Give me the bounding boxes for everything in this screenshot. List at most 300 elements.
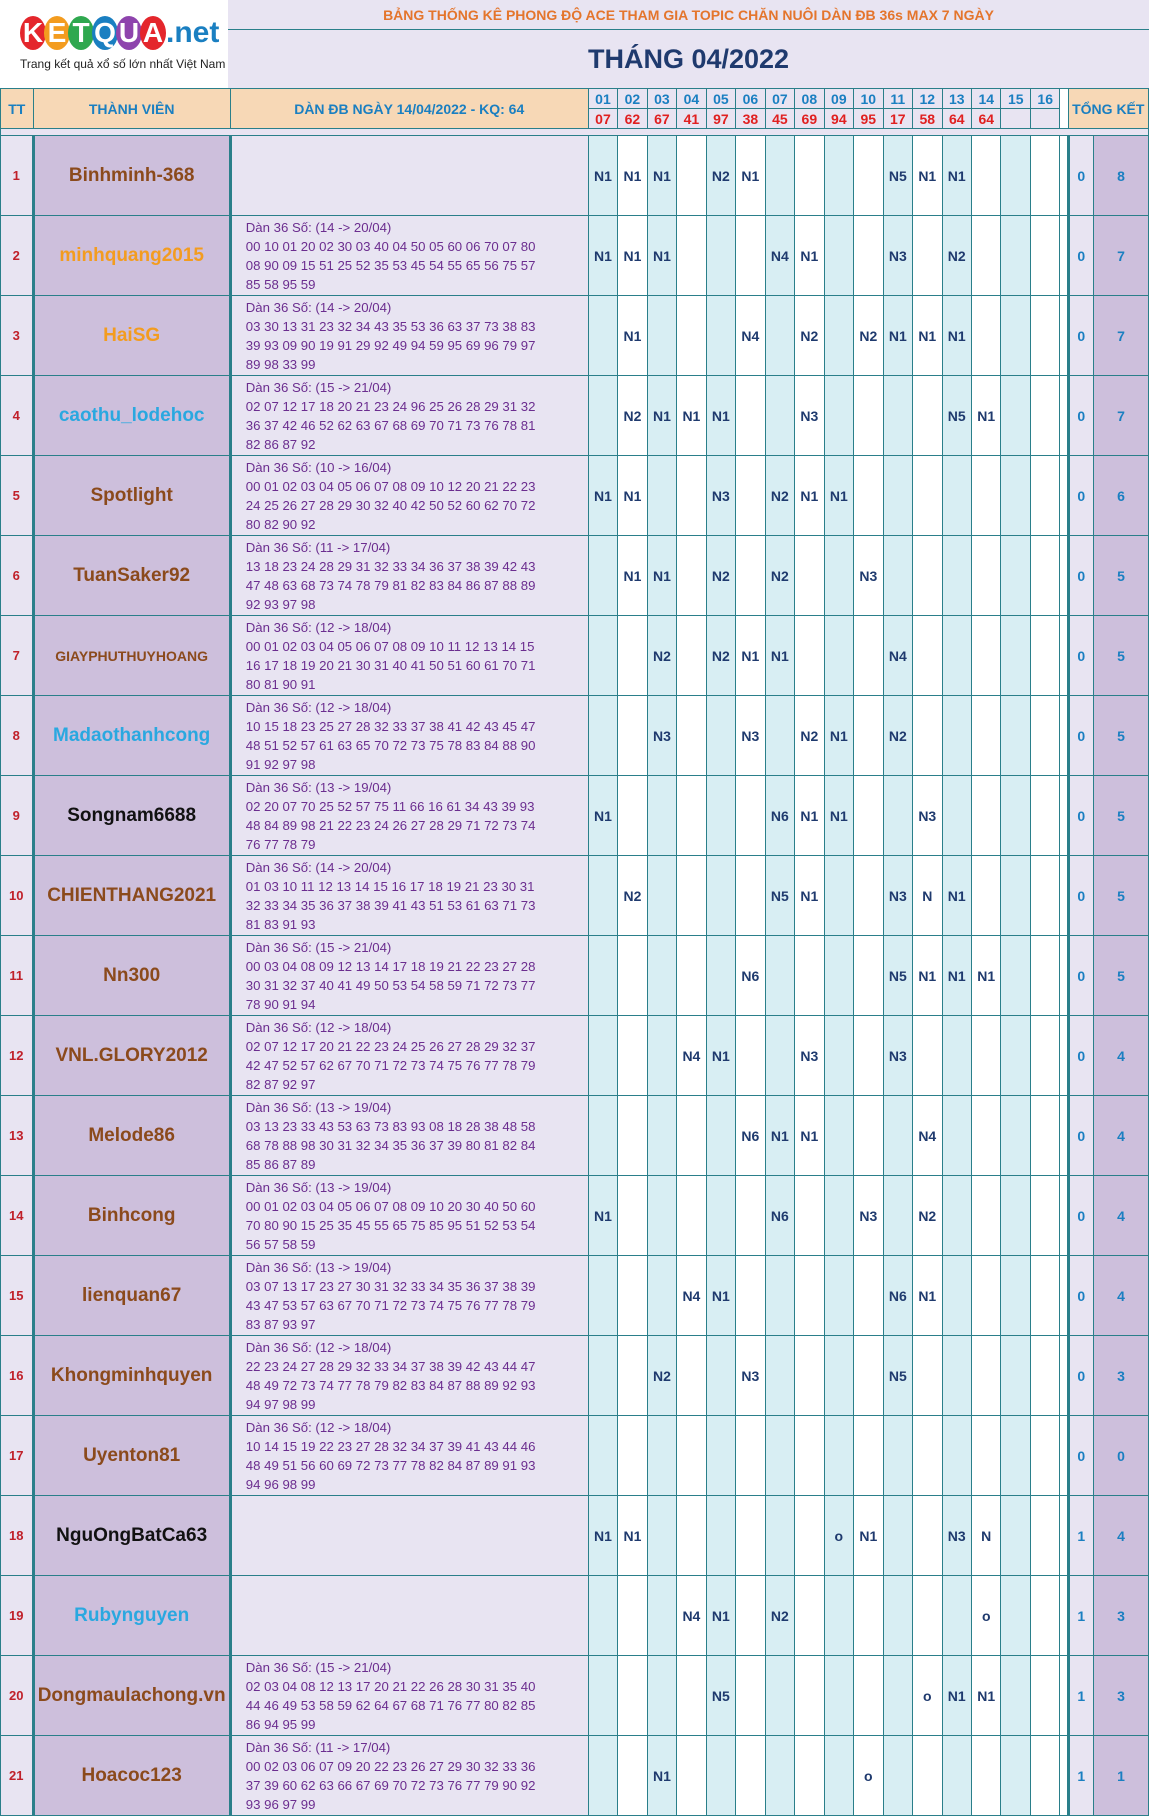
result-header: 95 bbox=[854, 109, 883, 129]
day-cell bbox=[795, 1576, 824, 1656]
day-cell: N3 bbox=[883, 1016, 912, 1096]
day-cell: N1 bbox=[795, 1096, 824, 1176]
dan-numbers bbox=[230, 1256, 588, 1336]
col-member-header: THÀNH VIÊN bbox=[33, 89, 230, 129]
day-cell bbox=[1030, 376, 1059, 456]
day-cell: N2 bbox=[795, 296, 824, 376]
day-cell: N1 bbox=[824, 776, 853, 856]
day-cell bbox=[736, 1496, 765, 1576]
summary-count-b: 7 bbox=[1093, 376, 1148, 456]
dan-line: 91 92 97 98 bbox=[245, 756, 316, 772]
day-cell bbox=[913, 216, 942, 296]
logo-letter: A bbox=[140, 16, 166, 50]
gap-cell bbox=[1060, 89, 1068, 129]
member-name: NguOngBatCa63 bbox=[33, 1496, 230, 1576]
day-cell bbox=[1001, 616, 1030, 696]
col-summary-header: TỔNG KẾT bbox=[1068, 89, 1148, 129]
member-name: Melode86 bbox=[33, 1096, 230, 1176]
day-cell bbox=[706, 216, 735, 296]
gap-cell bbox=[1060, 696, 1068, 776]
day-cell bbox=[824, 1656, 853, 1736]
result-header: 62 bbox=[618, 109, 647, 129]
day-cell: N4 bbox=[765, 216, 794, 296]
day-cell: N2 bbox=[618, 856, 647, 936]
day-cell: N3 bbox=[706, 456, 735, 536]
day-cell bbox=[854, 696, 883, 776]
member-row bbox=[1, 1736, 1149, 1816]
day-cell bbox=[942, 776, 971, 856]
day-cell bbox=[913, 1336, 942, 1416]
logo-suffix: .net bbox=[166, 16, 220, 49]
day-cell: N5 bbox=[765, 856, 794, 936]
day-cell bbox=[972, 296, 1001, 376]
summary-count-a: 0 bbox=[1068, 456, 1093, 536]
day-cell bbox=[942, 1016, 971, 1096]
day-cell bbox=[765, 1256, 794, 1336]
member-row bbox=[1, 1576, 1149, 1656]
day-cell bbox=[1030, 1656, 1059, 1736]
member-name: lienquan67 bbox=[33, 1256, 230, 1336]
day-cell bbox=[677, 1736, 706, 1816]
day-cell bbox=[854, 456, 883, 536]
result-header: 17 bbox=[883, 109, 912, 129]
day-cell: N5 bbox=[883, 1336, 912, 1416]
day-cell bbox=[588, 1336, 617, 1416]
gap-cell bbox=[1060, 1656, 1068, 1736]
day-cell bbox=[972, 536, 1001, 616]
day-cell bbox=[824, 616, 853, 696]
dan-line: 48 84 89 98 21 22 23 24 26 27 28 29 71 72 73 74 bbox=[245, 817, 536, 833]
day-cell bbox=[854, 1256, 883, 1336]
day-cell bbox=[883, 376, 912, 456]
summary-count-b: 3 bbox=[1093, 1576, 1148, 1656]
dan-numbers bbox=[230, 456, 588, 536]
day-cell: N1 bbox=[618, 296, 647, 376]
gap-cell bbox=[1060, 376, 1068, 456]
day-cell bbox=[1030, 1416, 1059, 1496]
day-cell bbox=[824, 216, 853, 296]
dan-line: Dàn 36 Số: (14 -> 20/04) bbox=[245, 219, 392, 235]
day-cell bbox=[588, 696, 617, 776]
day-cell: N2 bbox=[765, 536, 794, 616]
dan-line: 83 87 93 97 bbox=[245, 1316, 316, 1332]
day-cell: N1 bbox=[972, 936, 1001, 1016]
day-cell: o bbox=[972, 1576, 1001, 1656]
day-cell: N2 bbox=[647, 616, 676, 696]
day-cell bbox=[677, 616, 706, 696]
day-cell: N3 bbox=[942, 1496, 971, 1576]
dan-line: 80 82 90 92 bbox=[245, 516, 316, 532]
dan-line: 48 49 72 73 74 77 78 79 82 83 84 87 88 89 92 93 bbox=[245, 1377, 536, 1393]
day-cell: N1 bbox=[706, 376, 735, 456]
day-cell: N1 bbox=[647, 1736, 676, 1816]
member-name: minhquang2015 bbox=[33, 216, 230, 296]
summary-count-b: 4 bbox=[1093, 1256, 1148, 1336]
summary-count-b: 4 bbox=[1093, 1016, 1148, 1096]
day-cell: N2 bbox=[647, 1336, 676, 1416]
day-cell: N2 bbox=[795, 696, 824, 776]
day-cell bbox=[736, 456, 765, 536]
dan-line: 76 77 78 79 bbox=[245, 836, 316, 852]
summary-count-b: 5 bbox=[1093, 856, 1148, 936]
dan-line: 13 18 23 24 28 29 31 32 33 34 36 37 38 39 42 43 bbox=[245, 558, 536, 574]
day-cell bbox=[1001, 216, 1030, 296]
logo-letter: Q bbox=[92, 16, 118, 50]
month-title: THÁNG 04/2022 bbox=[228, 30, 1149, 88]
logo-letter: U bbox=[116, 16, 142, 50]
day-cell bbox=[854, 616, 883, 696]
day-cell bbox=[618, 696, 647, 776]
dan-line: 10 15 18 23 25 27 28 32 33 37 38 41 42 43 45 47 bbox=[245, 718, 536, 734]
day-cell: N3 bbox=[736, 696, 765, 776]
day-cell: N1 bbox=[647, 216, 676, 296]
day-header: 16 bbox=[1030, 89, 1059, 109]
dan-line: 82 86 87 92 bbox=[245, 436, 316, 452]
day-cell bbox=[942, 1416, 971, 1496]
day-cell bbox=[1001, 1416, 1030, 1496]
day-cell bbox=[647, 1496, 676, 1576]
day-cell bbox=[588, 296, 617, 376]
day-cell: N1 bbox=[913, 136, 942, 216]
day-cell: N3 bbox=[854, 1176, 883, 1256]
result-header: 64 bbox=[942, 109, 971, 129]
day-cell: N1 bbox=[765, 1096, 794, 1176]
member-row bbox=[1, 456, 1149, 536]
day-cell bbox=[913, 1496, 942, 1576]
gap-cell bbox=[1060, 296, 1068, 376]
day-cell bbox=[824, 856, 853, 936]
day-cell bbox=[854, 1096, 883, 1176]
day-cell bbox=[647, 456, 676, 536]
day-cell: o bbox=[913, 1656, 942, 1736]
day-header-row bbox=[1, 89, 1149, 109]
day-cell bbox=[1001, 696, 1030, 776]
day-cell bbox=[1001, 376, 1030, 456]
dan-numbers bbox=[230, 1176, 588, 1256]
day-cell bbox=[765, 1336, 794, 1416]
day-cell bbox=[972, 1176, 1001, 1256]
day-cell bbox=[854, 776, 883, 856]
day-header: 13 bbox=[942, 89, 971, 109]
dan-line: Dàn 36 Số: (12 -> 18/04) bbox=[245, 699, 392, 715]
day-cell: N2 bbox=[765, 1576, 794, 1656]
day-header: 07 bbox=[765, 89, 794, 109]
day-cell bbox=[883, 1576, 912, 1656]
day-cell bbox=[824, 936, 853, 1016]
day-cell bbox=[647, 1256, 676, 1336]
day-header: 04 bbox=[677, 89, 706, 109]
row-index: 14 bbox=[1, 1176, 34, 1256]
dan-line: 42 47 52 57 62 67 70 71 72 73 74 75 76 77 78 79 bbox=[245, 1057, 536, 1073]
day-cell: N6 bbox=[765, 776, 794, 856]
dan-line: 02 07 12 17 20 21 22 23 24 25 26 27 28 29 32 37 bbox=[245, 1038, 536, 1054]
member-row bbox=[1, 376, 1149, 456]
day-cell bbox=[647, 1096, 676, 1176]
dan-line: 81 83 91 93 bbox=[245, 916, 316, 932]
day-cell bbox=[765, 1496, 794, 1576]
row-index: 16 bbox=[1, 1336, 34, 1416]
dan-line: 00 03 04 08 09 12 13 14 17 18 19 21 22 23 27 28 bbox=[245, 958, 536, 974]
row-index: 21 bbox=[1, 1736, 34, 1816]
summary-count-b: 7 bbox=[1093, 296, 1148, 376]
dan-line: 10 14 15 19 22 23 27 28 32 34 37 39 41 43 44 46 bbox=[245, 1438, 536, 1454]
day-cell bbox=[677, 296, 706, 376]
day-cell bbox=[913, 536, 942, 616]
dan-line: 37 39 60 62 63 66 67 69 70 72 73 76 77 79 90 92 bbox=[245, 1777, 536, 1793]
day-cell bbox=[972, 216, 1001, 296]
day-cell: N6 bbox=[765, 1176, 794, 1256]
day-cell bbox=[824, 1736, 853, 1816]
gap-cell bbox=[1060, 1096, 1068, 1176]
dan-line: 22 23 24 27 28 29 32 33 34 37 38 39 42 43 44 47 bbox=[245, 1358, 536, 1374]
day-cell bbox=[883, 456, 912, 536]
day-cell bbox=[1030, 1016, 1059, 1096]
row-index: 8 bbox=[1, 696, 34, 776]
day-cell: N1 bbox=[824, 696, 853, 776]
gap-cell bbox=[1060, 136, 1068, 216]
day-cell bbox=[618, 1656, 647, 1736]
day-cell bbox=[765, 1416, 794, 1496]
gap-cell bbox=[1060, 1016, 1068, 1096]
dan-numbers bbox=[230, 616, 588, 696]
day-cell bbox=[736, 1656, 765, 1736]
day-cell bbox=[736, 216, 765, 296]
day-cell: N1 bbox=[795, 776, 824, 856]
dan-line: 43 47 53 57 63 67 70 71 72 73 74 75 76 77 78 79 bbox=[245, 1297, 536, 1313]
day-cell bbox=[677, 776, 706, 856]
dan-line: 70 80 90 15 25 35 45 55 65 75 85 95 51 52 53 54 bbox=[245, 1217, 536, 1233]
dan-line: Dàn 36 Số: (13 -> 19/04) bbox=[245, 1099, 392, 1115]
summary-count-a: 0 bbox=[1068, 1336, 1093, 1416]
member-row bbox=[1, 296, 1149, 376]
member-name: CHIENTHANG2021 bbox=[33, 856, 230, 936]
gap-cell bbox=[1060, 1176, 1068, 1256]
day-cell bbox=[706, 1416, 735, 1496]
summary-count-b: 1 bbox=[1093, 1736, 1148, 1816]
day-cell bbox=[765, 696, 794, 776]
day-header: 15 bbox=[1001, 89, 1030, 109]
day-cell: N1 bbox=[706, 1256, 735, 1336]
day-cell bbox=[1030, 696, 1059, 776]
row-index: 6 bbox=[1, 536, 34, 616]
day-header: 02 bbox=[618, 89, 647, 109]
day-cell bbox=[824, 1176, 853, 1256]
dan-numbers bbox=[230, 1576, 588, 1656]
day-cell bbox=[942, 1736, 971, 1816]
summary-count-a: 0 bbox=[1068, 1016, 1093, 1096]
day-cell bbox=[1001, 136, 1030, 216]
day-cell bbox=[1030, 536, 1059, 616]
day-cell: N2 bbox=[942, 216, 971, 296]
summary-count-a: 1 bbox=[1068, 1656, 1093, 1736]
day-cell bbox=[883, 1496, 912, 1576]
member-row bbox=[1, 1016, 1149, 1096]
day-cell bbox=[1001, 1336, 1030, 1416]
gap-cell bbox=[1060, 536, 1068, 616]
day-cell bbox=[1030, 136, 1059, 216]
day-cell bbox=[765, 1016, 794, 1096]
dan-numbers bbox=[230, 296, 588, 376]
day-cell: N1 bbox=[765, 616, 794, 696]
day-cell bbox=[1030, 1096, 1059, 1176]
day-cell bbox=[736, 376, 765, 456]
day-cell: N4 bbox=[677, 1256, 706, 1336]
dan-line: 89 98 33 99 bbox=[245, 356, 316, 372]
day-cell bbox=[677, 216, 706, 296]
day-cell: N1 bbox=[942, 136, 971, 216]
day-cell bbox=[824, 1256, 853, 1336]
dan-numbers bbox=[230, 696, 588, 776]
day-cell bbox=[824, 376, 853, 456]
row-index: 5 bbox=[1, 456, 34, 536]
day-cell bbox=[1001, 1256, 1030, 1336]
dan-numbers bbox=[230, 216, 588, 296]
day-cell bbox=[588, 536, 617, 616]
row-index: 3 bbox=[1, 296, 34, 376]
summary-count-b: 5 bbox=[1093, 936, 1148, 1016]
dan-line: 02 07 12 17 18 20 21 23 24 96 25 26 28 29 31 32 bbox=[245, 398, 536, 414]
day-cell bbox=[677, 696, 706, 776]
day-cell bbox=[854, 216, 883, 296]
member-row bbox=[1, 1656, 1149, 1736]
logo-tagline: Trang kết quả xổ số lớn nhất Việt Nam bbox=[20, 57, 226, 71]
summary-count-b: 4 bbox=[1093, 1096, 1148, 1176]
ketqua-logo[interactable] bbox=[0, 0, 228, 88]
member-row bbox=[1, 936, 1149, 1016]
dan-numbers bbox=[230, 936, 588, 1016]
day-cell bbox=[942, 616, 971, 696]
dan-line: 86 94 95 99 bbox=[245, 1716, 316, 1732]
member-name: VNL.GLORY2012 bbox=[33, 1016, 230, 1096]
result-header: 69 bbox=[795, 109, 824, 129]
row-index: 17 bbox=[1, 1416, 34, 1496]
day-cell bbox=[795, 616, 824, 696]
dan-numbers bbox=[230, 1496, 588, 1576]
dan-numbers bbox=[230, 376, 588, 456]
day-cell bbox=[795, 1656, 824, 1736]
dan-numbers bbox=[230, 856, 588, 936]
gap-cell bbox=[1060, 1416, 1068, 1496]
day-cell: N4 bbox=[677, 1016, 706, 1096]
day-cell bbox=[1001, 856, 1030, 936]
logo-letter: E bbox=[44, 16, 70, 50]
summary-count-a: 0 bbox=[1068, 936, 1093, 1016]
day-cell bbox=[588, 1016, 617, 1096]
result-header: 45 bbox=[765, 109, 794, 129]
dan-line: 82 87 92 97 bbox=[245, 1076, 316, 1092]
day-cell bbox=[1001, 1176, 1030, 1256]
day-cell: N2 bbox=[706, 536, 735, 616]
day-cell: N3 bbox=[883, 856, 912, 936]
day-cell bbox=[588, 1736, 617, 1816]
summary-count-a: 0 bbox=[1068, 616, 1093, 696]
day-cell bbox=[942, 1096, 971, 1176]
member-row bbox=[1, 216, 1149, 296]
result-header: 67 bbox=[647, 109, 676, 129]
day-cell: N2 bbox=[883, 696, 912, 776]
day-cell bbox=[677, 1096, 706, 1176]
day-cell bbox=[972, 136, 1001, 216]
col-tt-header: TT bbox=[1, 89, 34, 129]
day-cell: N3 bbox=[883, 216, 912, 296]
day-cell bbox=[942, 1576, 971, 1656]
day-cell bbox=[1030, 856, 1059, 936]
day-cell: N1 bbox=[618, 456, 647, 536]
member-row bbox=[1, 1416, 1149, 1496]
dan-line: 00 01 02 03 04 05 06 07 08 09 10 12 20 21 22 23 bbox=[245, 478, 536, 494]
day-cell bbox=[1030, 1736, 1059, 1816]
dan-line: 80 81 90 91 bbox=[245, 676, 316, 692]
dan-numbers bbox=[230, 1656, 588, 1736]
day-cell: N2 bbox=[618, 376, 647, 456]
day-cell bbox=[854, 1336, 883, 1416]
day-cell bbox=[795, 1416, 824, 1496]
day-cell bbox=[795, 136, 824, 216]
day-cell: N bbox=[972, 1496, 1001, 1576]
day-cell: N1 bbox=[618, 216, 647, 296]
result-header: 94 bbox=[824, 109, 853, 129]
day-cell bbox=[647, 936, 676, 1016]
day-cell bbox=[824, 1416, 853, 1496]
day-cell: N1 bbox=[736, 136, 765, 216]
summary-count-a: 0 bbox=[1068, 1256, 1093, 1336]
member-name: Binhcong bbox=[33, 1176, 230, 1256]
day-cell bbox=[1001, 536, 1030, 616]
day-cell bbox=[913, 696, 942, 776]
day-cell bbox=[972, 776, 1001, 856]
day-cell: N1 bbox=[588, 776, 617, 856]
member-name: Madaothanhcong bbox=[33, 696, 230, 776]
day-header: 03 bbox=[647, 89, 676, 109]
summary-count-a: 0 bbox=[1068, 696, 1093, 776]
member-row bbox=[1, 1256, 1149, 1336]
day-cell bbox=[1030, 936, 1059, 1016]
col-dan-header: DÀN ĐB NGÀY 14/04/2022 - KQ: 64 bbox=[230, 89, 588, 129]
gap-cell bbox=[1060, 1496, 1068, 1576]
dan-line: 94 96 98 99 bbox=[245, 1476, 316, 1492]
gap-cell bbox=[1060, 936, 1068, 1016]
result-header: 07 bbox=[588, 109, 617, 129]
day-cell bbox=[913, 376, 942, 456]
day-cell bbox=[588, 1576, 617, 1656]
day-cell bbox=[618, 1336, 647, 1416]
day-cell bbox=[824, 136, 853, 216]
day-cell bbox=[824, 296, 853, 376]
day-cell bbox=[942, 536, 971, 616]
dan-line: 32 33 34 35 36 37 38 39 41 43 51 53 61 63 71 73 bbox=[245, 897, 536, 913]
day-cell bbox=[854, 856, 883, 936]
day-cell: N3 bbox=[795, 1016, 824, 1096]
summary-count-b: 4 bbox=[1093, 1496, 1148, 1576]
member-name: Khongminhquyen bbox=[33, 1336, 230, 1416]
day-cell bbox=[972, 696, 1001, 776]
day-cell bbox=[647, 1416, 676, 1496]
day-cell bbox=[942, 1336, 971, 1416]
member-name: Uyenton81 bbox=[33, 1416, 230, 1496]
result-header: 58 bbox=[913, 109, 942, 129]
dan-line: Dàn 36 Số: (14 -> 20/04) bbox=[245, 299, 392, 315]
day-cell bbox=[677, 456, 706, 536]
row-index: 1 bbox=[1, 136, 34, 216]
dan-line: 68 78 88 98 30 31 32 34 35 36 37 39 80 81 82 84 bbox=[245, 1137, 536, 1153]
day-cell bbox=[677, 936, 706, 1016]
day-cell: N1 bbox=[942, 856, 971, 936]
result-header bbox=[1030, 109, 1059, 129]
summary-count-b: 5 bbox=[1093, 536, 1148, 616]
day-cell bbox=[706, 1736, 735, 1816]
day-cell: N1 bbox=[588, 216, 617, 296]
day-cell bbox=[1030, 296, 1059, 376]
